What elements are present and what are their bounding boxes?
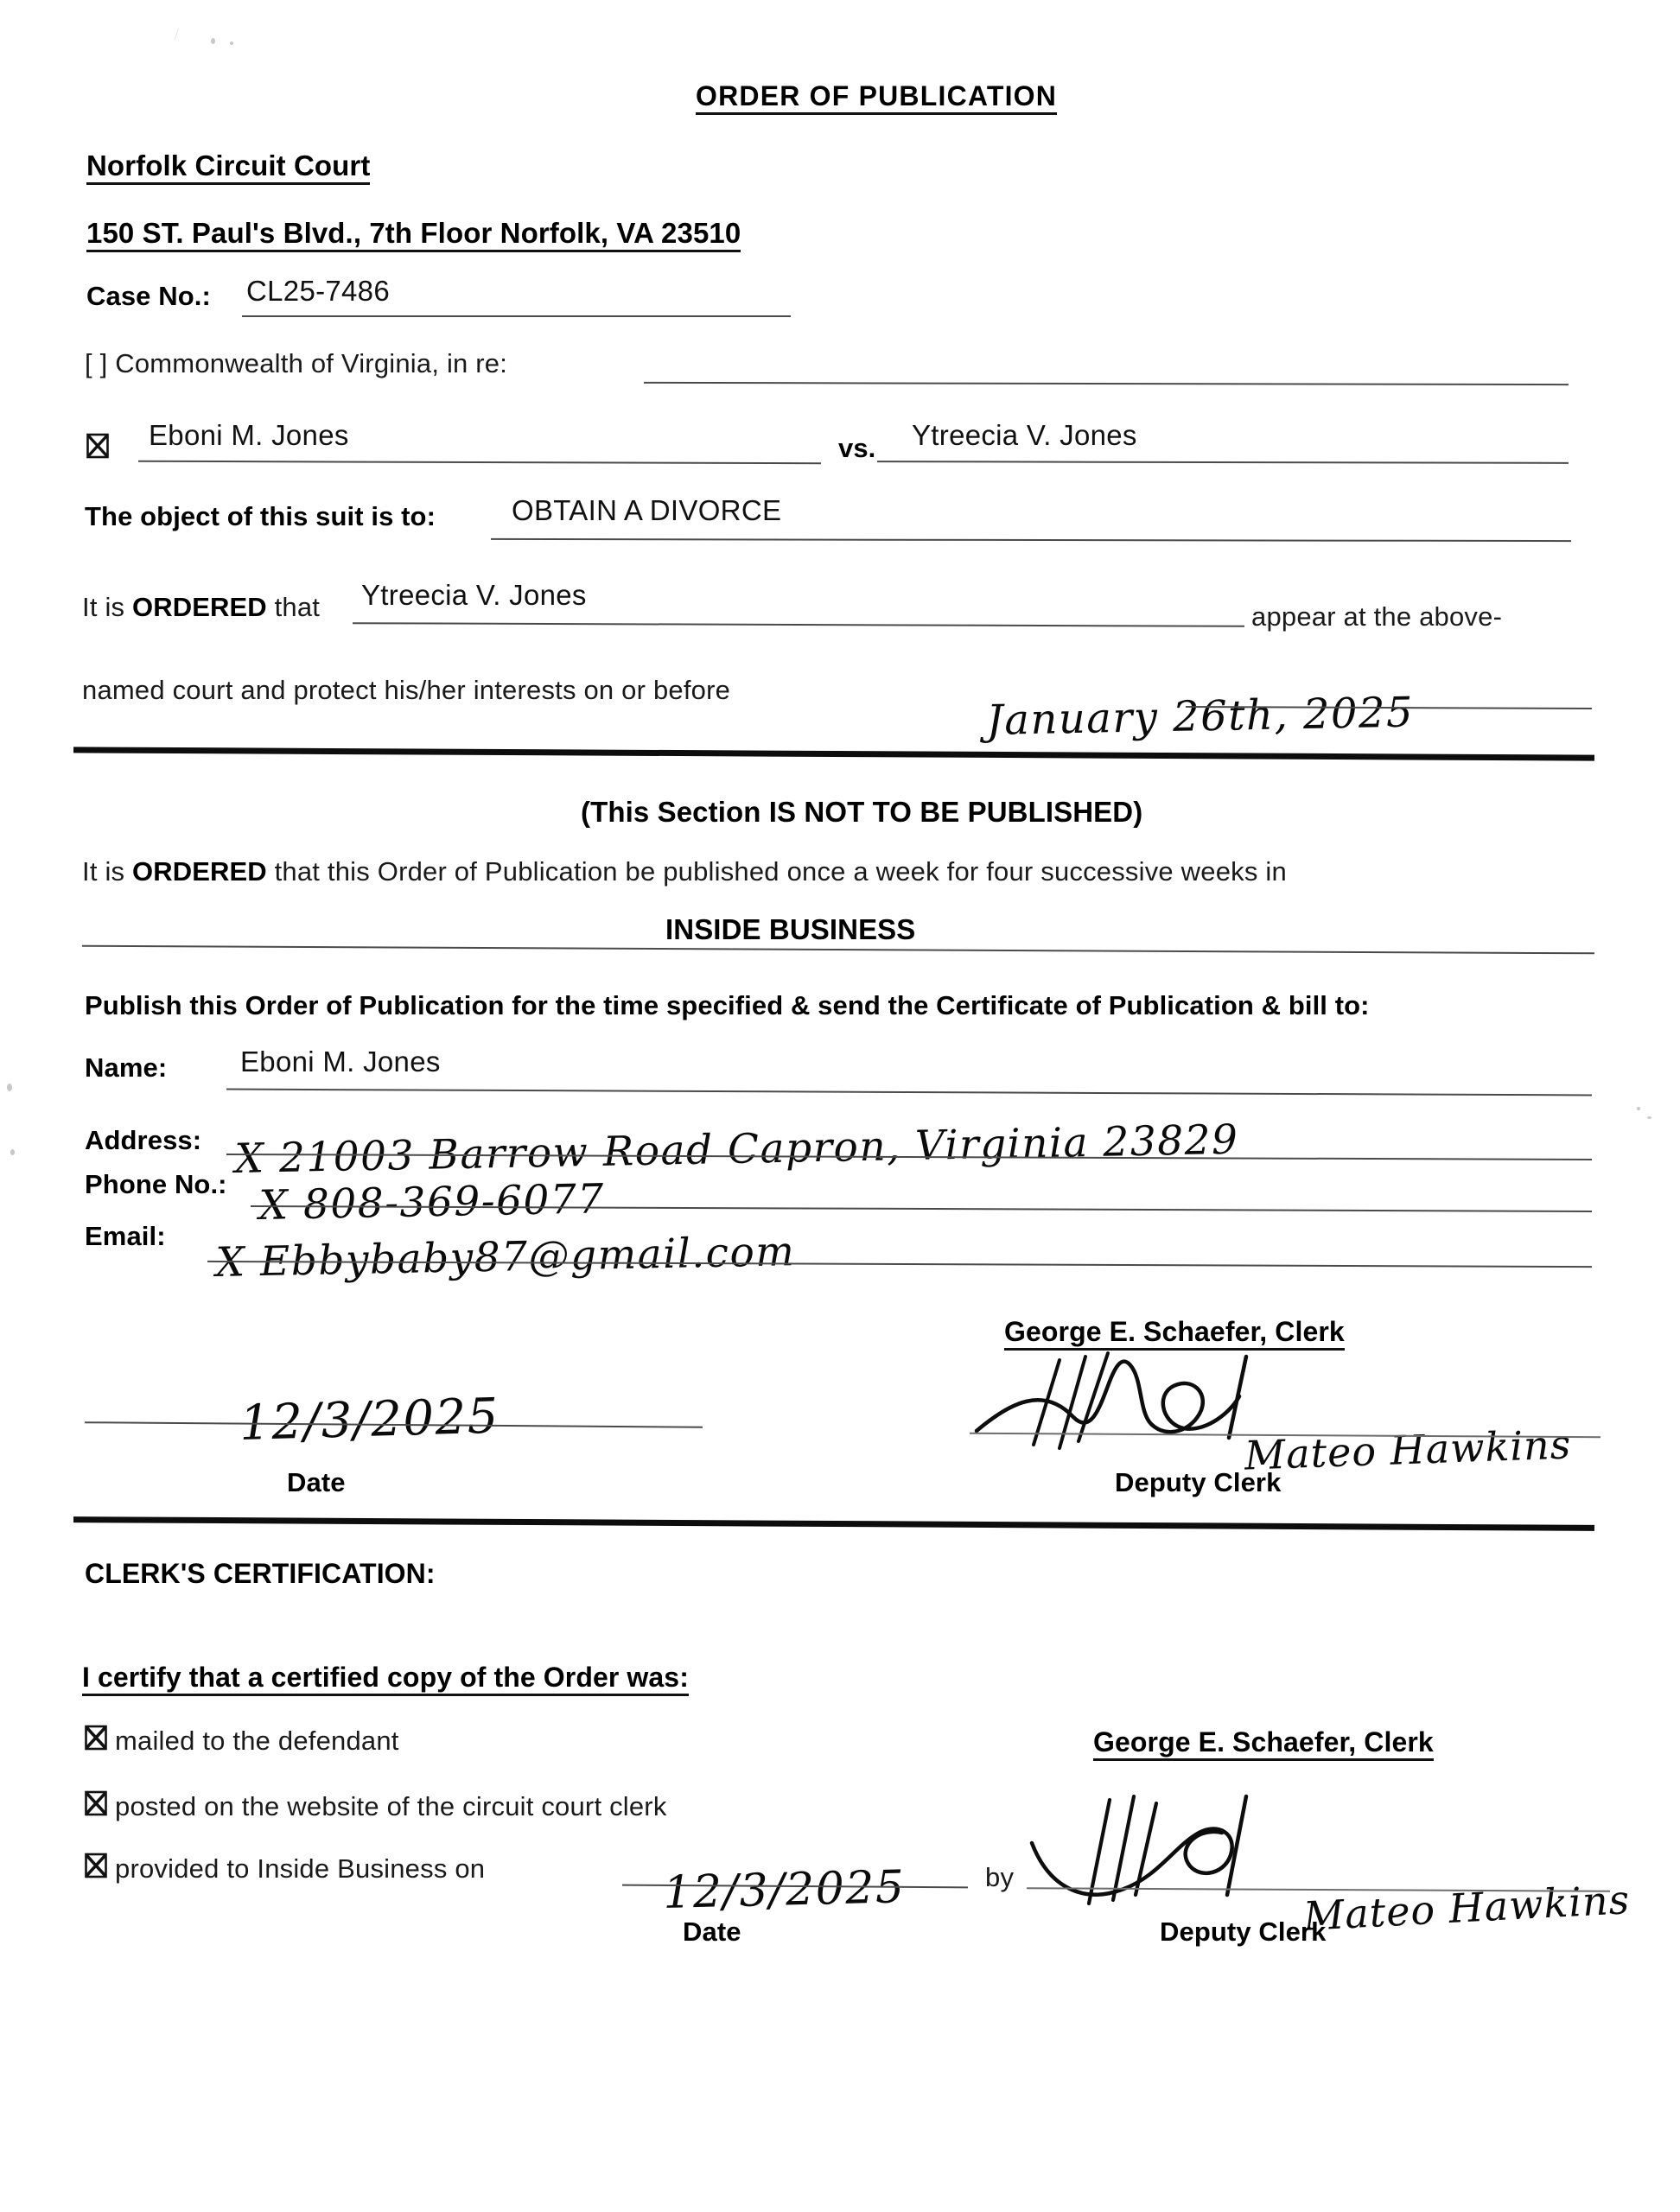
case-no-label: Case No.:: [86, 281, 211, 311]
clerk-name-2: George E. Schaefer, Clerk: [1093, 1728, 1434, 1761]
object-of-suit-blank-line[interactable]: [491, 538, 1571, 542]
appear-date-handwritten-value: January 26th, 2025: [986, 688, 1415, 745]
section-divider-rule: [73, 747, 1594, 760]
vs-label: vs.: [838, 433, 876, 463]
case-no-value: CL25-7486: [246, 275, 390, 307]
scan-artifact-speck: [7, 1084, 12, 1091]
order-date-handwritten-value: 12/3/2025: [239, 1388, 500, 1452]
billing-name-label: Name:: [85, 1052, 168, 1083]
certification-item-provided-label: provided to Inside Business on: [115, 1853, 486, 1884]
deputy-clerk-caption-2: Deputy Clerk: [1160, 1916, 1327, 1947]
plaintiff-blank-line[interactable]: [138, 461, 821, 464]
plaintiff-checkbox-checked-icon[interactable]: [86, 433, 109, 459]
billing-phone-value: X 808-369-6077: [258, 1175, 606, 1230]
scan-artifact-speck: ⁄: [172, 26, 181, 42]
billing-email-value: X Ebbybaby87@gmail.com: [215, 1228, 796, 1287]
certification-heading: CLERK'S CERTIFICATION:: [85, 1558, 436, 1589]
certification-checkbox-provided-checked-icon[interactable]: [85, 1853, 107, 1878]
page-title: ORDER OF PUBLICATION: [696, 82, 1057, 115]
defendant-blank-line[interactable]: [877, 461, 1569, 464]
ordered-prefix: It is: [82, 592, 133, 622]
billing-name-value: Eboni M. Jones: [240, 1046, 441, 1077]
scan-artifact-speck: [1647, 1116, 1651, 1119]
certification-date-handwritten-value: 12/3/2025: [662, 1861, 907, 1919]
certification-checkbox-posted-checked-icon[interactable]: [85, 1790, 107, 1816]
court-address: 150 ST. Paul's Blvd., 7th Floor Norfolk, VA 23510: [86, 219, 741, 252]
certification-by-label: by: [985, 1862, 1015, 1892]
case-no-blank-line[interactable]: [242, 315, 791, 317]
certification-checkbox-mailed-checked-icon[interactable]: [85, 1725, 107, 1751]
publication-name-value: INSIDE BUSINESS: [665, 913, 916, 945]
deputy-clerk-signature-mark: [970, 1348, 1263, 1452]
billing-address-label: Address:: [85, 1125, 202, 1155]
section-divider-rule-2: [73, 1516, 1594, 1531]
commonwealth-blank-line[interactable]: [644, 382, 1569, 385]
named-court-text: named court and protect his/her interests on or before: [82, 675, 731, 705]
certification-date-caption: Date: [683, 1916, 741, 1947]
order-date-caption: Date: [287, 1467, 346, 1497]
published-weeks-text: [82, 858, 1287, 885]
defendant-name-value: Ytreecia V. Jones: [912, 419, 1137, 451]
scan-artifact-speck: [211, 38, 215, 44]
ordered-prefix-2: It is: [82, 856, 133, 887]
billing-phone-label: Phone No.:: [85, 1169, 227, 1199]
not-published-heading: (This Section IS NOT TO BE PUBLISHED): [581, 796, 1143, 828]
court-name: Norfolk Circuit Court: [86, 151, 370, 185]
scan-artifact-speck: [1637, 1107, 1640, 1110]
object-of-suit-label: The object of this suit is to:: [85, 501, 436, 531]
billing-name-blank-line[interactable]: [226, 1089, 1592, 1096]
publication-name-blank-line[interactable]: [82, 945, 1594, 955]
deputy-clerk-signature-name-1: Mateo Hawkins: [1244, 1421, 1573, 1479]
billing-email-label: Email:: [85, 1221, 166, 1251]
scan-artifact-speck: [230, 41, 233, 45]
deputy-clerk-signature-name-2: Mateo Hawkins: [1301, 1876, 1632, 1940]
ordered-bold-word-2: ORDERED: [132, 856, 267, 887]
certification-item-mailed-label: mailed to the defendant: [115, 1726, 399, 1756]
plaintiff-name-value: Eboni M. Jones: [149, 419, 349, 451]
ordered-bold-word: ORDERED: [132, 592, 267, 622]
commonwealth-label[interactable]: [ ] Commonwealth of Virginia, in re:: [85, 348, 508, 378]
certification-item-posted-label: posted on the website of the circuit court clerk: [115, 1791, 667, 1821]
publish-instruction-text: Publish this Order of Publication for the time specified & send the Certificate of Publication & bill to:: [85, 990, 1370, 1020]
ordered-rest-text: that this Order of Publication be published once a week for four successive weeks in: [266, 856, 1287, 887]
certify-statement: I certify that a certified copy of the Order was:: [82, 1663, 689, 1696]
clerk-name-1: George E. Schaefer, Clerk: [1004, 1318, 1345, 1351]
object-of-suit-value: OBTAIN A DIVORCE: [512, 494, 782, 526]
ordered-that-label: [82, 594, 320, 620]
billing-address-value: X 21003 Barrow Road Capron, Virginia 23829: [234, 1116, 1239, 1183]
deputy-clerk-caption-1: Deputy Clerk: [1115, 1467, 1282, 1497]
appear-suffix-text: appear at the above-: [1251, 601, 1503, 632]
ordered-that-word: that: [266, 592, 321, 622]
ordered-party-blank-line[interactable]: [353, 622, 1244, 627]
scan-artifact-speck: [10, 1149, 15, 1155]
ordered-party-value: Ytreecia V. Jones: [361, 579, 587, 611]
